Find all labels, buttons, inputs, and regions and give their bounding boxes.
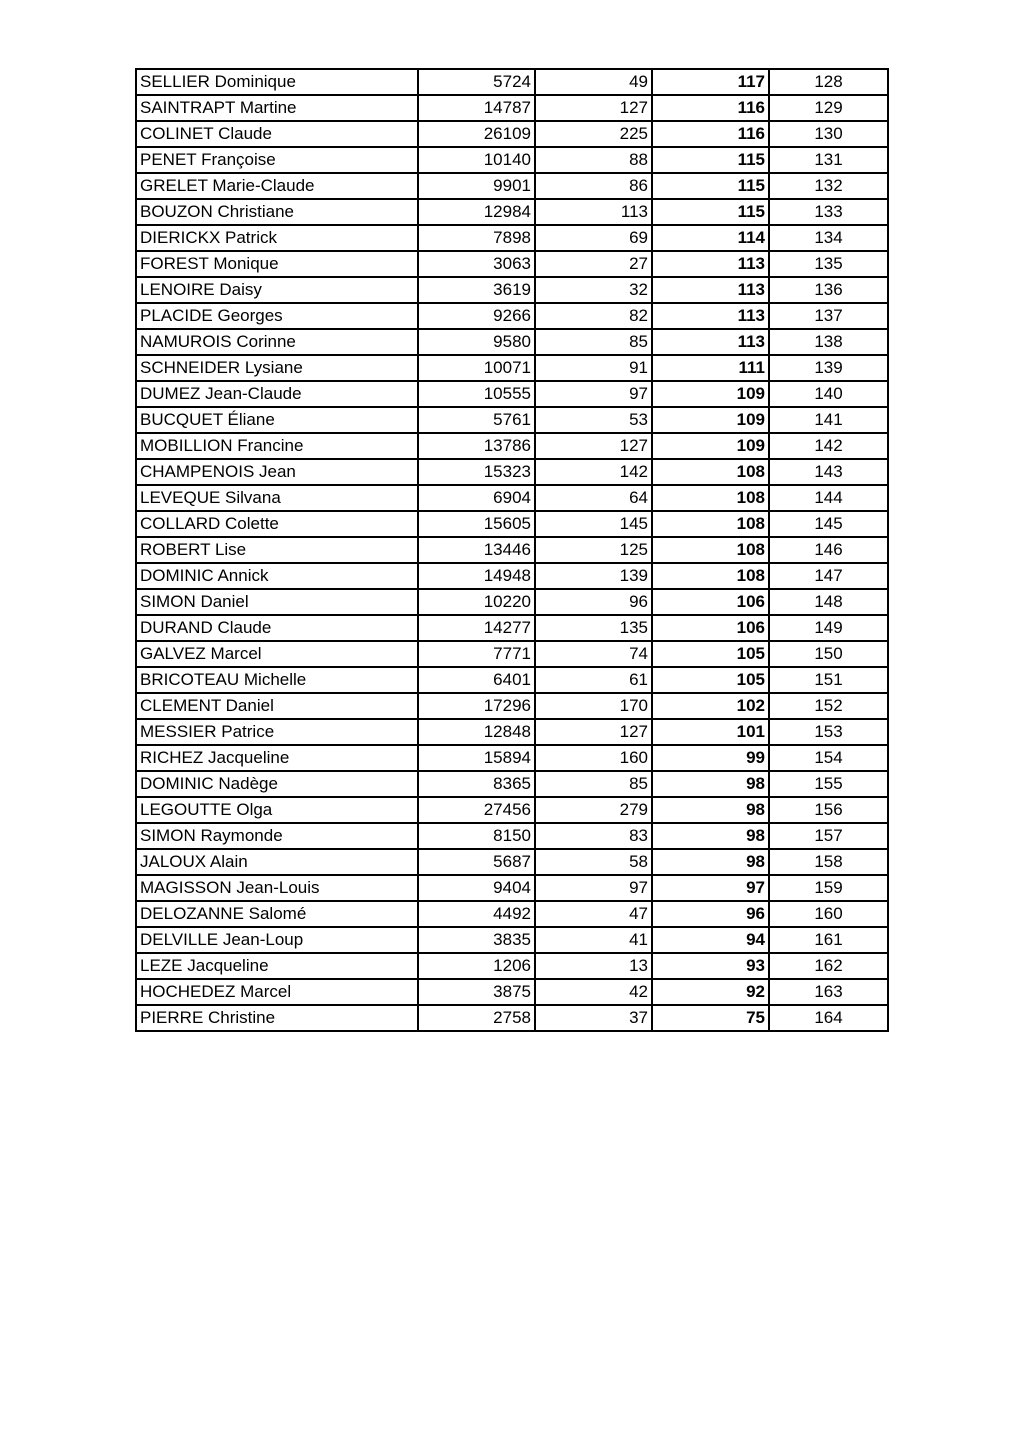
score-cell: 98 <box>652 797 769 823</box>
table-row <box>136 797 888 823</box>
rank-cell: 163 <box>769 979 888 1005</box>
value-a-cell: 3835 <box>418 927 535 953</box>
value-a-cell: 8150 <box>418 823 535 849</box>
table-row <box>136 355 888 381</box>
value-b-cell: 64 <box>535 485 652 511</box>
value-a-cell: 13446 <box>418 537 535 563</box>
rank-cell: 131 <box>769 147 888 173</box>
value-b-cell: 127 <box>535 95 652 121</box>
table-row <box>136 875 888 901</box>
score-cell: 105 <box>652 641 769 667</box>
participant-name-cell: HOCHEDEZ Marcel <box>136 979 418 1005</box>
value-b-cell: 58 <box>535 849 652 875</box>
rank-cell: 137 <box>769 303 888 329</box>
rank-cell: 140 <box>769 381 888 407</box>
value-b-cell: 41 <box>535 927 652 953</box>
score-cell: 109 <box>652 433 769 459</box>
participant-name-cell: ROBERT Lise <box>136 537 418 563</box>
rank-cell: 128 <box>769 69 888 95</box>
rank-cell: 144 <box>769 485 888 511</box>
value-a-cell: 3875 <box>418 979 535 1005</box>
value-a-cell: 14277 <box>418 615 535 641</box>
participant-name-cell: CLEMENT Daniel <box>136 693 418 719</box>
rank-cell: 153 <box>769 719 888 745</box>
score-cell: 108 <box>652 485 769 511</box>
table-row <box>136 719 888 745</box>
value-b-cell: 160 <box>535 745 652 771</box>
value-a-cell: 5724 <box>418 69 535 95</box>
participant-name-cell: SELLIER Dominique <box>136 69 418 95</box>
rank-cell: 154 <box>769 745 888 771</box>
results-table <box>135 68 889 1032</box>
score-cell: 75 <box>652 1005 769 1031</box>
rank-cell: 161 <box>769 927 888 953</box>
value-b-cell: 83 <box>535 823 652 849</box>
value-a-cell: 9404 <box>418 875 535 901</box>
value-a-cell: 5761 <box>418 407 535 433</box>
table-row <box>136 1005 888 1031</box>
value-b-cell: 85 <box>535 771 652 797</box>
rank-cell: 143 <box>769 459 888 485</box>
value-a-cell: 26109 <box>418 121 535 147</box>
value-b-cell: 97 <box>535 875 652 901</box>
value-b-cell: 127 <box>535 433 652 459</box>
table-row <box>136 199 888 225</box>
value-b-cell: 61 <box>535 667 652 693</box>
participant-name-cell: CHAMPENOIS Jean <box>136 459 418 485</box>
table-row <box>136 69 888 95</box>
participant-name-cell: LEVEQUE Silvana <box>136 485 418 511</box>
value-b-cell: 139 <box>535 563 652 589</box>
rank-cell: 155 <box>769 771 888 797</box>
table-row <box>136 407 888 433</box>
rank-cell: 145 <box>769 511 888 537</box>
value-a-cell: 12984 <box>418 199 535 225</box>
score-cell: 115 <box>652 199 769 225</box>
value-a-cell: 14787 <box>418 95 535 121</box>
value-a-cell: 12848 <box>418 719 535 745</box>
rank-cell: 146 <box>769 537 888 563</box>
value-b-cell: 145 <box>535 511 652 537</box>
value-a-cell: 15605 <box>418 511 535 537</box>
rank-cell: 138 <box>769 329 888 355</box>
score-cell: 114 <box>652 225 769 251</box>
score-cell: 117 <box>652 69 769 95</box>
table-row <box>136 329 888 355</box>
score-cell: 108 <box>652 511 769 537</box>
rank-cell: 158 <box>769 849 888 875</box>
participant-name-cell: MOBILLION Francine <box>136 433 418 459</box>
table-row <box>136 615 888 641</box>
table-row <box>136 693 888 719</box>
rank-cell: 134 <box>769 225 888 251</box>
value-a-cell: 14948 <box>418 563 535 589</box>
table-row <box>136 173 888 199</box>
participant-name-cell: DELVILLE Jean-Loup <box>136 927 418 953</box>
score-cell: 97 <box>652 875 769 901</box>
value-b-cell: 69 <box>535 225 652 251</box>
score-cell: 98 <box>652 849 769 875</box>
rank-cell: 151 <box>769 667 888 693</box>
rank-cell: 164 <box>769 1005 888 1031</box>
rank-cell: 129 <box>769 95 888 121</box>
rank-cell: 149 <box>769 615 888 641</box>
score-cell: 92 <box>652 979 769 1005</box>
value-b-cell: 32 <box>535 277 652 303</box>
rank-cell: 150 <box>769 641 888 667</box>
value-a-cell: 7898 <box>418 225 535 251</box>
value-a-cell: 27456 <box>418 797 535 823</box>
participant-name-cell: DOMINIC Annick <box>136 563 418 589</box>
value-a-cell: 9901 <box>418 173 535 199</box>
table-row <box>136 303 888 329</box>
participant-name-cell: LEZE Jacqueline <box>136 953 418 979</box>
value-a-cell: 2758 <box>418 1005 535 1031</box>
score-cell: 98 <box>652 823 769 849</box>
value-b-cell: 88 <box>535 147 652 173</box>
participant-name-cell: DUMEZ Jean-Claude <box>136 381 418 407</box>
score-cell: 113 <box>652 329 769 355</box>
rank-cell: 136 <box>769 277 888 303</box>
participant-name-cell: COLLARD Colette <box>136 511 418 537</box>
value-a-cell: 6401 <box>418 667 535 693</box>
table-row <box>136 225 888 251</box>
rank-cell: 139 <box>769 355 888 381</box>
table-row <box>136 849 888 875</box>
participant-name-cell: SIMON Daniel <box>136 589 418 615</box>
score-cell: 106 <box>652 589 769 615</box>
participant-name-cell: FOREST Monique <box>136 251 418 277</box>
table-row <box>136 251 888 277</box>
table-row <box>136 381 888 407</box>
value-b-cell: 13 <box>535 953 652 979</box>
value-a-cell: 7771 <box>418 641 535 667</box>
value-a-cell: 15894 <box>418 745 535 771</box>
table-row <box>136 771 888 797</box>
score-cell: 96 <box>652 901 769 927</box>
participant-name-cell: BUCQUET Éliane <box>136 407 418 433</box>
rank-cell: 160 <box>769 901 888 927</box>
value-b-cell: 170 <box>535 693 652 719</box>
value-b-cell: 53 <box>535 407 652 433</box>
value-a-cell: 10071 <box>418 355 535 381</box>
score-cell: 113 <box>652 303 769 329</box>
results-table-body <box>136 69 888 1031</box>
participant-name-cell: BRICOTEAU Michelle <box>136 667 418 693</box>
table-row <box>136 511 888 537</box>
table-row <box>136 823 888 849</box>
rank-cell: 141 <box>769 407 888 433</box>
value-b-cell: 91 <box>535 355 652 381</box>
score-cell: 115 <box>652 147 769 173</box>
score-cell: 101 <box>652 719 769 745</box>
value-b-cell: 135 <box>535 615 652 641</box>
participant-name-cell: DURAND Claude <box>136 615 418 641</box>
value-b-cell: 27 <box>535 251 652 277</box>
table-row <box>136 485 888 511</box>
value-a-cell: 9266 <box>418 303 535 329</box>
table-row <box>136 927 888 953</box>
value-b-cell: 74 <box>535 641 652 667</box>
table-row <box>136 901 888 927</box>
participant-name-cell: DELOZANNE Salomé <box>136 901 418 927</box>
rank-cell: 130 <box>769 121 888 147</box>
value-a-cell: 10555 <box>418 381 535 407</box>
score-cell: 94 <box>652 927 769 953</box>
value-a-cell: 4492 <box>418 901 535 927</box>
participant-name-cell: NAMUROIS Corinne <box>136 329 418 355</box>
value-a-cell: 13786 <box>418 433 535 459</box>
value-b-cell: 49 <box>535 69 652 95</box>
participant-name-cell: COLINET Claude <box>136 121 418 147</box>
rank-cell: 152 <box>769 693 888 719</box>
value-a-cell: 3619 <box>418 277 535 303</box>
participant-name-cell: SIMON Raymonde <box>136 823 418 849</box>
value-b-cell: 125 <box>535 537 652 563</box>
table-row <box>136 95 888 121</box>
participant-name-cell: DIERICKX Patrick <box>136 225 418 251</box>
score-cell: 116 <box>652 95 769 121</box>
score-cell: 106 <box>652 615 769 641</box>
rank-cell: 148 <box>769 589 888 615</box>
rank-cell: 157 <box>769 823 888 849</box>
participant-name-cell: BOUZON Christiane <box>136 199 418 225</box>
table-row <box>136 563 888 589</box>
score-cell: 98 <box>652 771 769 797</box>
participant-name-cell: MESSIER Patrice <box>136 719 418 745</box>
participant-name-cell: MAGISSON Jean-Louis <box>136 875 418 901</box>
value-b-cell: 96 <box>535 589 652 615</box>
value-a-cell: 8365 <box>418 771 535 797</box>
value-a-cell: 6904 <box>418 485 535 511</box>
value-b-cell: 47 <box>535 901 652 927</box>
score-cell: 93 <box>652 953 769 979</box>
rank-cell: 159 <box>769 875 888 901</box>
value-a-cell: 5687 <box>418 849 535 875</box>
score-cell: 113 <box>652 277 769 303</box>
value-a-cell: 1206 <box>418 953 535 979</box>
score-cell: 116 <box>652 121 769 147</box>
participant-name-cell: DOMINIC Nadège <box>136 771 418 797</box>
rank-cell: 162 <box>769 953 888 979</box>
score-cell: 108 <box>652 537 769 563</box>
value-a-cell: 17296 <box>418 693 535 719</box>
value-b-cell: 42 <box>535 979 652 1005</box>
value-b-cell: 225 <box>535 121 652 147</box>
value-b-cell: 113 <box>535 199 652 225</box>
score-cell: 109 <box>652 381 769 407</box>
table-row <box>136 979 888 1005</box>
participant-name-cell: GRELET Marie-Claude <box>136 173 418 199</box>
participant-name-cell: GALVEZ Marcel <box>136 641 418 667</box>
table-row <box>136 641 888 667</box>
value-b-cell: 279 <box>535 797 652 823</box>
table-row <box>136 667 888 693</box>
table-row <box>136 277 888 303</box>
rank-cell: 132 <box>769 173 888 199</box>
rank-cell: 147 <box>769 563 888 589</box>
score-cell: 108 <box>652 459 769 485</box>
table-row <box>136 433 888 459</box>
score-cell: 108 <box>652 563 769 589</box>
table-row <box>136 953 888 979</box>
rank-cell: 142 <box>769 433 888 459</box>
value-b-cell: 127 <box>535 719 652 745</box>
participant-name-cell: PIERRE Christine <box>136 1005 418 1031</box>
value-b-cell: 37 <box>535 1005 652 1031</box>
rank-cell: 135 <box>769 251 888 277</box>
value-a-cell: 9580 <box>418 329 535 355</box>
participant-name-cell: LEGOUTTE Olga <box>136 797 418 823</box>
participant-name-cell: SCHNEIDER Lysiane <box>136 355 418 381</box>
value-b-cell: 85 <box>535 329 652 355</box>
table-row <box>136 147 888 173</box>
rank-cell: 156 <box>769 797 888 823</box>
table-row <box>136 121 888 147</box>
rank-cell: 133 <box>769 199 888 225</box>
table-row <box>136 459 888 485</box>
participant-name-cell: PENET Françoise <box>136 147 418 173</box>
value-b-cell: 86 <box>535 173 652 199</box>
participant-name-cell: JALOUX Alain <box>136 849 418 875</box>
score-cell: 113 <box>652 251 769 277</box>
table-row <box>136 589 888 615</box>
score-cell: 102 <box>652 693 769 719</box>
value-b-cell: 82 <box>535 303 652 329</box>
score-cell: 109 <box>652 407 769 433</box>
value-a-cell: 10220 <box>418 589 535 615</box>
score-cell: 111 <box>652 355 769 381</box>
value-a-cell: 3063 <box>418 251 535 277</box>
participant-name-cell: SAINTRAPT Martine <box>136 95 418 121</box>
value-a-cell: 10140 <box>418 147 535 173</box>
score-cell: 99 <box>652 745 769 771</box>
score-cell: 105 <box>652 667 769 693</box>
participant-name-cell: PLACIDE Georges <box>136 303 418 329</box>
value-a-cell: 15323 <box>418 459 535 485</box>
value-b-cell: 142 <box>535 459 652 485</box>
value-b-cell: 97 <box>535 381 652 407</box>
table-row <box>136 537 888 563</box>
score-cell: 115 <box>652 173 769 199</box>
participant-name-cell: RICHEZ Jacqueline <box>136 745 418 771</box>
table-row <box>136 745 888 771</box>
participant-name-cell: LENOIRE Daisy <box>136 277 418 303</box>
